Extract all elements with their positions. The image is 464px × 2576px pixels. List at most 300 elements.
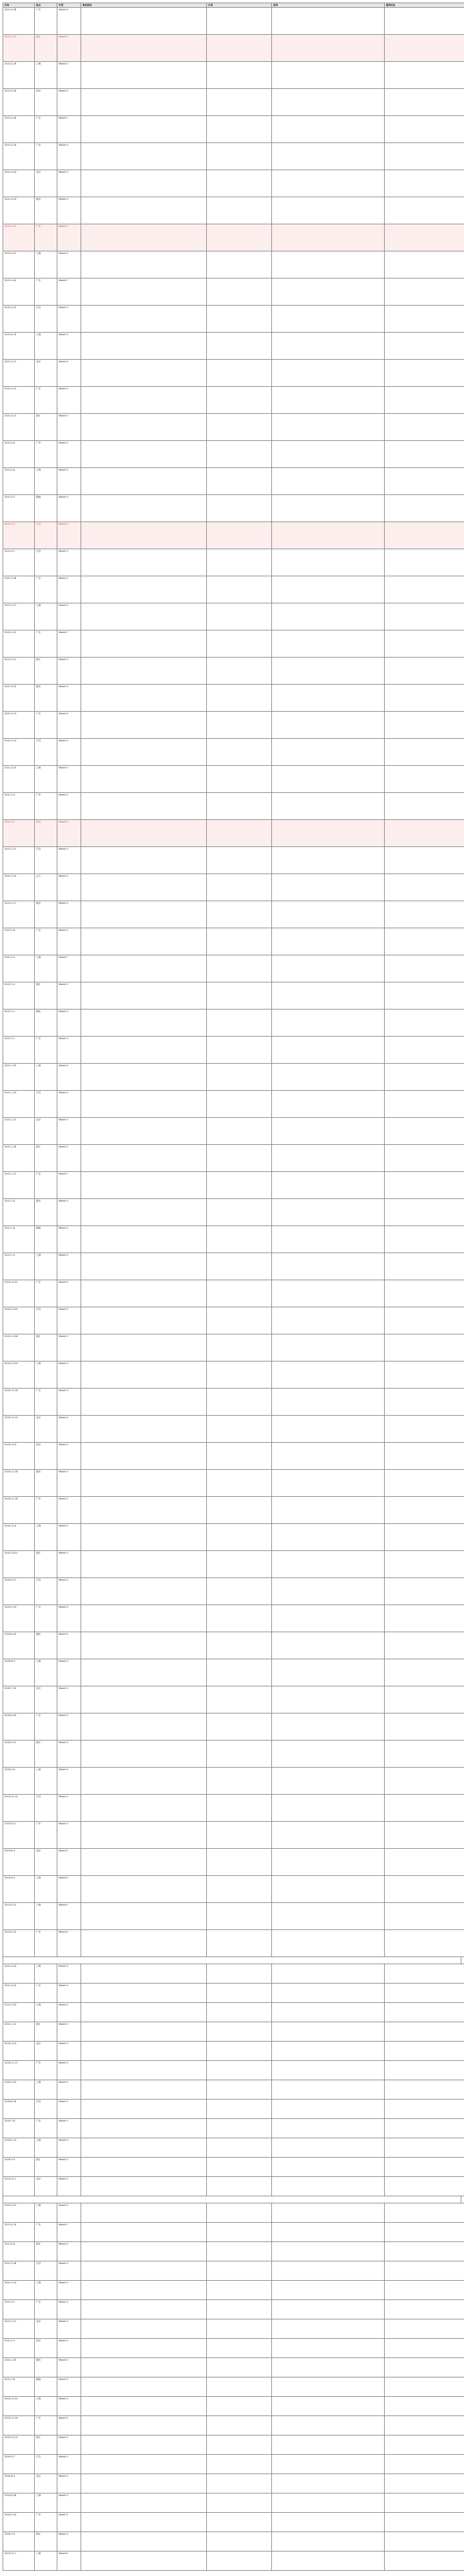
table-cell: 2021.3.23: [3, 2003, 35, 2022]
table-row: [3, 2455, 464, 2474]
table-cell: Model 3: [57, 1524, 81, 1551]
table-row: [3, 495, 464, 522]
table-cell: [272, 630, 385, 658]
table-cell: Model 3: [57, 2300, 81, 2319]
table-cell: 江苏: [35, 2100, 57, 2119]
table-cell: 上海: [35, 1361, 57, 1389]
table-row: [3, 1497, 464, 1524]
table-cell: [207, 170, 272, 197]
table-cell: [207, 2080, 272, 2100]
table-cell: 广东: [35, 2223, 57, 2242]
table-cell: 上海: [35, 1903, 57, 1930]
table-cell: [272, 1389, 385, 1416]
table-cell: 2021.4.23: [3, 197, 35, 224]
table-cell: [272, 2339, 385, 2358]
table-cell: Model 3: [57, 576, 81, 603]
table-row: [3, 2416, 464, 2435]
table-cell: [207, 495, 272, 522]
table-cell: Model S: [57, 1876, 81, 1903]
table-cell: 浙江: [35, 1145, 57, 1172]
table-row: [3, 1849, 464, 1876]
table-row: [3, 1795, 464, 1822]
table-cell: [81, 901, 207, 928]
table-cell: 2019.12.10: [3, 1795, 35, 1822]
table-cell: [272, 2003, 385, 2022]
table-cell: [272, 982, 385, 1010]
table-cell: 2021.4.1: [3, 549, 35, 576]
table-row: [3, 414, 464, 441]
table-cell: [81, 387, 207, 414]
table-cell: 2020.6.28: [3, 2493, 35, 2513]
table-cell: [207, 1795, 272, 1822]
table-cell: 广东: [35, 143, 57, 170]
table-cell: Model 3: [57, 1768, 81, 1795]
table-cell: Model 3: [57, 982, 81, 1010]
table-cell: [81, 793, 207, 820]
table-cell: [207, 2003, 272, 2022]
table-cell: [81, 1416, 207, 1443]
table-cell: 江苏: [35, 1578, 57, 1605]
table-cell: 2021.3.10: [3, 766, 35, 793]
table-cell: 2021.1.29: [3, 1064, 35, 1091]
table-row: [3, 387, 464, 414]
table-cell: Model Y: [57, 1172, 81, 1199]
table-cell: Model 3: [57, 1497, 81, 1524]
table-cell: 广东: [35, 2119, 57, 2138]
table-cell: Model S: [57, 1930, 81, 1957]
table-cell: [272, 1795, 385, 1822]
table-cell: Model 3: [57, 1741, 81, 1768]
table-cell: Model 3: [57, 1443, 81, 1470]
table-cell: [207, 2319, 272, 2339]
table-cell: 2020.9.27: [3, 1578, 35, 1605]
table-cell: [385, 2552, 464, 2571]
table-row: [3, 360, 464, 387]
table-cell: 2019.8.3: [3, 1849, 35, 1876]
table-cell: 广东: [35, 2300, 57, 2319]
table-row: [3, 820, 464, 847]
table-cell: Model 3: [57, 306, 81, 333]
table-cell: [207, 1686, 272, 1713]
table-cell: [207, 2493, 272, 2513]
table-cell: 广东: [35, 387, 57, 414]
table-cell: [81, 2300, 207, 2319]
table-cell: Model 3: [57, 2042, 81, 2061]
table-cell: 2020.10.21: [3, 1551, 35, 1578]
table-cell: 2020.12.29: [3, 1307, 35, 1334]
table-cell: [272, 1713, 385, 1741]
table-cell: 四川: [35, 2339, 57, 2358]
table-cell: [81, 1253, 207, 1280]
table-cell: 北京: [35, 2042, 57, 2061]
table-cell: [272, 2022, 385, 2042]
table-cell: 广东: [35, 224, 57, 251]
table-cell: 2019.12.1: [3, 2177, 35, 2196]
table-cell: [385, 2416, 464, 2435]
table-cell: 2021.2.6: [3, 928, 35, 955]
table-cell: [81, 1334, 207, 1361]
table-row: [3, 62, 464, 89]
table-cell: [207, 2138, 272, 2158]
table-cell: Model 3: [57, 62, 81, 89]
table-cell: [207, 1226, 272, 1253]
table-row: [3, 35, 464, 62]
table-cell: [81, 658, 207, 685]
table-row: [3, 1334, 464, 1361]
table-cell: Model 3: [57, 2080, 81, 2100]
table-cell: [385, 2532, 464, 2552]
table-cell: [207, 685, 272, 712]
table-cell: Model 3: [57, 928, 81, 955]
table-row: [3, 1984, 464, 2003]
table-cell: 2021.2.17: [3, 901, 35, 928]
table-cell: [81, 2455, 207, 2474]
table-cell: Model 3: [57, 1280, 81, 1307]
table-cell: [385, 1253, 464, 1280]
table-cell: Model 3: [57, 1145, 81, 1172]
table-row: [3, 333, 464, 360]
table-cell: [385, 1280, 464, 1307]
table-cell: [385, 1416, 464, 1443]
table-cell: [272, 197, 385, 224]
table-cell: [81, 1578, 207, 1605]
table-cell: 2021.1.6: [3, 1226, 35, 1253]
table-cell: [272, 387, 385, 414]
table-cell: [81, 2003, 207, 2022]
table-cell: [385, 2119, 464, 2138]
table-cell: 2021.4.17: [3, 360, 35, 387]
table-cell: [272, 1361, 385, 1389]
table-cell: 广东: [35, 2061, 57, 2080]
table-cell: [207, 1280, 272, 1307]
table-cell: Model Y: [57, 955, 81, 982]
table-cell: 2020.11.18: [3, 1497, 35, 1524]
table-cell: [385, 793, 464, 820]
table-cell: 2021.1.21: [3, 1118, 35, 1145]
table-cell: Model 3: [57, 2532, 81, 2552]
table-cell: 2021.4.8: [3, 441, 35, 468]
table-cell: [207, 333, 272, 360]
table-cell: [81, 1768, 207, 1795]
table-cell: [81, 251, 207, 278]
table-cell: [207, 468, 272, 495]
table-cell: [207, 630, 272, 658]
table-cell: 2021.4.22: [3, 2203, 35, 2223]
table-cell: [207, 1470, 272, 1497]
table-cell: [207, 1551, 272, 1578]
table-cell: [207, 2261, 272, 2281]
table-cell: [272, 2397, 385, 2416]
table-cell: [81, 2242, 207, 2261]
table-cell: 浙江: [35, 2435, 57, 2455]
table-cell: [385, 414, 464, 441]
table-cell: [207, 2119, 272, 2138]
table-cell: Model 3: [57, 1632, 81, 1659]
table-cell: [207, 874, 272, 901]
table-row: [3, 1253, 464, 1280]
table-cell: [385, 2100, 464, 2119]
table-cell: [207, 1713, 272, 1741]
footer: [3, 2571, 461, 2573]
table-cell: [81, 928, 207, 955]
table-cell: Model S: [57, 2552, 81, 2571]
table-cell: [385, 1903, 464, 1930]
table-cell: Model 3: [57, 2177, 81, 2196]
table-cell: [385, 2474, 464, 2493]
table-cell: Model 3: [57, 712, 81, 739]
table-cell: 浙江: [35, 2158, 57, 2177]
table-cell: [385, 2203, 464, 2223]
table-cell: [207, 928, 272, 955]
table-cell: [207, 1524, 272, 1551]
table-cell: [385, 1199, 464, 1226]
table-cell: [272, 658, 385, 685]
table-cell: [385, 1686, 464, 1713]
table-cell: [207, 1903, 272, 1930]
table-cell: [207, 2203, 272, 2223]
table-cell: Model 3: [57, 1822, 81, 1849]
table-cell: [385, 1605, 464, 1632]
table-cell: [385, 2022, 464, 2042]
table-row: [3, 2474, 464, 2493]
table-row: [3, 224, 464, 251]
table-cell: 重庆: [35, 2358, 57, 2377]
table-cell: 北京: [35, 170, 57, 197]
table-cell: [272, 2435, 385, 2455]
table-cell: [81, 495, 207, 522]
table-cell: [385, 278, 464, 306]
table-cell: [385, 1361, 464, 1389]
table-cell: [272, 1010, 385, 1037]
table-cell: [81, 1984, 207, 2003]
table-cell: Model 3: [57, 1389, 81, 1416]
table-row: [3, 1713, 464, 1741]
table-row: [3, 1172, 464, 1199]
table-row: [3, 1307, 464, 1334]
table-cell: 2020.12.3: [3, 1443, 35, 1470]
table-cell: [272, 2281, 385, 2300]
table-cell: [385, 441, 464, 468]
table-cell: Model 3: [57, 2003, 81, 2022]
table-cell: [207, 2455, 272, 2474]
table-cell: 重庆: [35, 901, 57, 928]
table-cell: [272, 2138, 385, 2158]
table-row: [3, 2552, 464, 2571]
table-cell: [272, 1470, 385, 1497]
table-cell: [385, 333, 464, 360]
table-row: [3, 2513, 464, 2532]
table-cell: 江苏: [35, 1795, 57, 1822]
table-cell: [81, 197, 207, 224]
table-cell: [207, 1930, 272, 1957]
table-cell: 2021.3.21: [3, 658, 35, 685]
table-cell: [81, 2493, 207, 2513]
table-cell: 北京: [35, 2177, 57, 2196]
table-cell: 2020.12.31: [3, 1280, 35, 1307]
table-cell: [81, 1064, 207, 1091]
table-cell: Model 3: [57, 1659, 81, 1686]
table-cell: Model 3: [57, 414, 81, 441]
table-cell: [272, 2261, 385, 2281]
table-cell: 2021.4.6: [3, 468, 35, 495]
table-cell: [385, 306, 464, 333]
table-cell: [81, 170, 207, 197]
table-cell: 2021.3.14: [3, 739, 35, 766]
table-row: [3, 2203, 464, 2223]
table-cell: 上海: [35, 1964, 57, 1984]
table-cell: [385, 2358, 464, 2377]
table-cell: [81, 1605, 207, 1632]
table-cell: Model 3: [57, 766, 81, 793]
table-cell: [272, 468, 385, 495]
table-cell: [385, 2435, 464, 2455]
table-row: [3, 1037, 464, 1064]
table-cell: Model 3: [57, 224, 81, 251]
table-cell: 上海: [35, 1253, 57, 1280]
table-row: [3, 955, 464, 982]
table-row: [3, 1578, 464, 1605]
table-cell: 2021.1.23: [3, 1091, 35, 1118]
table-cell: [385, 1226, 464, 1253]
table-cell: [272, 1632, 385, 1659]
table-cell: 2020.12.20: [3, 2397, 35, 2416]
table-cell: 2020.11.28: [3, 1470, 35, 1497]
table-cell: Model 3: [57, 2474, 81, 2493]
table-cell: 上海: [35, 1768, 57, 1795]
table-cell: [272, 414, 385, 441]
table-cell: [272, 955, 385, 982]
table-cell: [385, 1037, 464, 1064]
table-row: [3, 1876, 464, 1903]
table-cell: [385, 1551, 464, 1578]
table-cell: [272, 8, 385, 35]
table-row: [3, 1226, 464, 1253]
table-cell: 2020.9.14: [3, 1605, 35, 1632]
table-cell: [385, 1822, 464, 1849]
table-cell: [272, 1930, 385, 1957]
table-cell: [81, 1091, 207, 1118]
table-cell: [207, 2552, 272, 2571]
table-cell: [207, 2061, 272, 2080]
table-cell: Model 3: [57, 1713, 81, 1741]
table-cell: 2020.5.12: [3, 1741, 35, 1768]
table-cell: [385, 1389, 464, 1416]
table-cell: [207, 982, 272, 1010]
table-row: [3, 1470, 464, 1497]
table-cell: Model 3: [57, 143, 81, 170]
table-cell: [207, 2042, 272, 2061]
table-cell: [207, 766, 272, 793]
table-cell: 2020.5.13: [3, 2138, 35, 2158]
table-row: [3, 1118, 464, 1145]
table-cell: 2021.2.2: [3, 1010, 35, 1037]
table-cell: [207, 251, 272, 278]
table-cell: [207, 847, 272, 874]
table-cell: [272, 2532, 385, 2552]
table-cell: [272, 1903, 385, 1930]
table-cell: 上海: [35, 1064, 57, 1091]
table-cell: Model 3: [57, 2138, 81, 2158]
table-cell: 上海: [35, 2493, 57, 2513]
table-cell: 2021.3.4: [3, 793, 35, 820]
table-cell: [385, 116, 464, 143]
table-cell: Model 3: [57, 2339, 81, 2358]
col-header-location: 地点: [35, 3, 57, 8]
table-cell: Model 3: [57, 2022, 81, 2042]
table-cell: Model 3: [57, 1118, 81, 1145]
table-cell: [272, 1334, 385, 1361]
table-cell: [207, 224, 272, 251]
table-cell: 上海: [35, 955, 57, 982]
table-cell: Model 3: [57, 1091, 81, 1118]
table-cell: [207, 35, 272, 62]
table-cell: [207, 1307, 272, 1334]
table-cell: Model 3: [57, 739, 81, 766]
table-cell: Model S: [57, 1849, 81, 1876]
table-cell: [81, 89, 207, 116]
table-cell: [207, 1389, 272, 1416]
table-cell: [272, 1307, 385, 1334]
table-cell: 2021.2.17: [3, 2319, 35, 2339]
table-cell: [81, 1199, 207, 1226]
table-cell: 2021.1.8: [3, 1199, 35, 1226]
table-cell: [272, 1118, 385, 1145]
table-cell: 北京: [35, 2319, 57, 2339]
table-cell: 广东: [35, 576, 57, 603]
table-cell: [272, 1064, 385, 1091]
table-cell: Model 3: [57, 549, 81, 576]
table-cell: [81, 2223, 207, 2242]
table-cell: [272, 2158, 385, 2177]
table-cell: [207, 1334, 272, 1361]
table-cell: [385, 766, 464, 793]
table-row: [3, 251, 464, 278]
table-cell: Model 3: [57, 1551, 81, 1578]
table-cell: 2020.9.7: [3, 2455, 35, 2474]
table-cell: [385, 603, 464, 630]
table-cell: [385, 35, 464, 62]
table-cell: [385, 495, 464, 522]
table-cell: [272, 1226, 385, 1253]
table-cell: 江苏: [35, 306, 57, 333]
table-cell: [81, 1389, 207, 1416]
table-cell: [81, 8, 207, 35]
table-cell: 2020.7.8: [3, 2119, 35, 2138]
table-cell: [207, 2242, 272, 2261]
table-cell: [385, 1795, 464, 1822]
table-cell: Model S: [57, 1903, 81, 1930]
table-cell: 2020.11.26: [3, 2416, 35, 2435]
table-cell: [272, 1091, 385, 1118]
table-cell: [81, 1172, 207, 1199]
table-cell: [385, 1172, 464, 1199]
table-row: [3, 1632, 464, 1659]
table-row: [3, 793, 464, 820]
section3-title: [3, 2196, 461, 2203]
table-cell: 北京: [35, 2474, 57, 2493]
table-cell: [385, 2042, 464, 2061]
table-cell: 2019.6.4: [3, 1876, 35, 1903]
table-cell: [385, 1632, 464, 1659]
table-cell: [272, 1741, 385, 1768]
table-cell: Model 3: [57, 847, 81, 874]
table-cell: [207, 143, 272, 170]
table-cell: [207, 2100, 272, 2119]
table-cell: Model 3: [57, 2061, 81, 2080]
table-cell: [272, 2493, 385, 2513]
table-cell: 北京: [35, 1686, 57, 1713]
table-cell: Model 3: [57, 2416, 81, 2435]
